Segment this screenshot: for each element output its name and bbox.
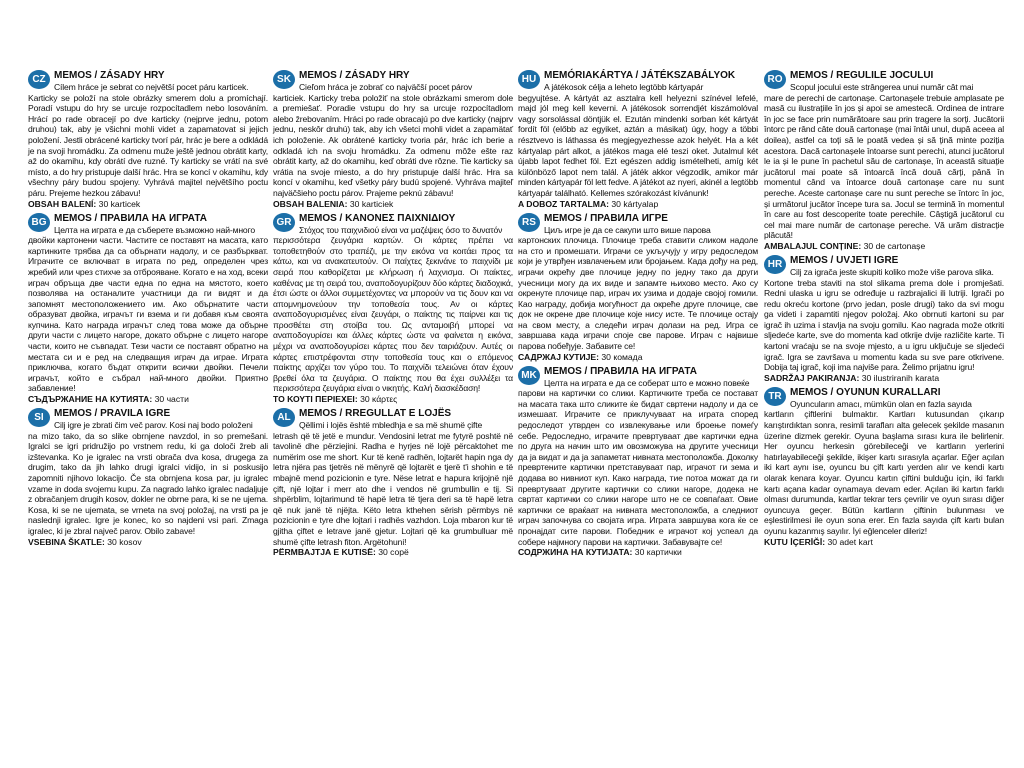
language-badge: CZ bbox=[28, 70, 50, 89]
section-text: karticiek. Karticky treba položiť na stole obrázkami smerom dole a premiešať. Poradie vstupu do hry sa urcuje rozpocítadlom alebo žrebovaním. Hráci po rade obracajú po dve karticky (najprv jednu, neskôr druhú) tak, aby ich všetci mohli videt a zapamätať ich položenie. Ak obrátené karticky tvoria pár, hrác ich berie a odkladá ich na svoju hromádku. Za odmenu môže ešte raz obrátit karty, až do okamihu, keď obráti dve rôzne. Tie karticky sa vrátia na svoje miesto, a do hry pristupuje další hrác. Hra sa koncí v okamihu, keď všetky páry budú spojené. Vyhráva majiteľ najväčšieho poctu párov. Prajeme peknú zábavu! bbox=[273, 92, 513, 198]
rules-section-tr bbox=[764, 387, 1004, 548]
section-title: MEMOS / OYUNUN KURALLARI bbox=[790, 386, 941, 398]
section-title: MEMOS / ΚΑΝΟΝΕΣ ΠΑΙΧΝΙΔΙΟΥ bbox=[299, 212, 456, 224]
section-intro: Целта на играта е да съберете възможно най-много bbox=[54, 224, 255, 235]
rules-section-si bbox=[28, 408, 268, 548]
section-title: MEMOS / ZÁSADY HRY bbox=[299, 70, 410, 81]
box-contents-label: KUTU İÇERİĞİ: bbox=[764, 536, 826, 547]
rules-section-al bbox=[273, 408, 513, 558]
section-text: Karticky se položí na stole obrázky smerem dolu a promíchají. Poradí vstupu do hry se urcuje rozpocítadlem nebo losováním. Hrácí po rade obracejí po dve karticky (nejprve jednu, potom druhou) tak, aby je všichni mohli videt a zapamatovat si jejich položení. Jestli obrácené karticky tvorí pár, hrác je bere a odkládá je na svoji hromádku. Za odmenu muže ještě jednou obrátit karty, až do okamihu, kdy obrátí dve ruzné. Ty karticky se vrátí na své místo, a do hry pristupuje další hrác. Hra se koncí v okamihu, kdy všechny páry budou spojeny. Vyhrává majitel největšího poctu páru. Prejeme hezkou zábavu! bbox=[28, 92, 268, 198]
box-contents bbox=[273, 394, 513, 405]
language-badge: SI bbox=[28, 408, 50, 427]
section-intro: Cilj za igrača jeste skupiti koliko može više parova slika. bbox=[790, 266, 994, 277]
section-text: Kortone treba staviti na stol slikama prema dole i promješati. Redni ulaska u igru se određuje u razbrajalici ili lutriji. Igrači po redu okreću kortone (prvo jedan, posle drugi) tako da svi mogu ga videti i zapamtiti njegov položaj. Ako obrnuti kartoni su par igrač ih uzima i stavlja na svoju gomilu. Kao nagrada može otkriti sljedeće karte, sve do momenta kad otkrije dvije različite karte. Ti kartoni vraćaju se na svoje mjesto, a u igru uključuje se sljedeći igrač. Igra se završava u momentu kada su sve pare otkrivene. Dobija taj igrač, koji ima najviše para. Želimo prijatnu igru! bbox=[764, 277, 1004, 373]
box-contents-value: 30 copë bbox=[375, 547, 409, 558]
box-contents-label: AMBALAJUL CONȚINE: bbox=[764, 240, 862, 251]
column-4 bbox=[764, 70, 1004, 551]
rules-section-sk bbox=[273, 70, 513, 210]
box-contents bbox=[518, 352, 758, 363]
box-contents-label: OBSAH BALENÍ: bbox=[28, 198, 97, 209]
rules-section-hu bbox=[518, 70, 758, 210]
language-badge: AL bbox=[273, 408, 295, 427]
language-badge: TR bbox=[764, 387, 786, 406]
box-contents-value: 30 картички bbox=[632, 547, 682, 558]
section-text: mare de perechi de cartonașe. Cartonașele trebuie amplasate pe masă cu ilustrațiile în jos și apoi se amestecă. Ordinea de intrare în joc se face prin numărătoare sau prin tragere la sorți. Jucătorii întorc pe rând câte două cartonașe (mai întâi unul, după aceea al doilea), astfel ca toți să le poată vedea și să țină minte poziția acestora. Dacă cartonașele întoarse sunt perechi, atunci jucătorul le ia și le pune în pachetul său de cartonașe, în această situație jucătorul mai poate să întoarcă încă două cărți, până în momentul când va întoarce două cartonașe care nu sunt pereche. Aceste cartonașe care nu sunt pereche se întorc în joc, și următorul jucător începe tura sa. Jocul se termină în momentul în care au fost descoperite toate perechile. Câștigă jucătorul cu cel mai mare număr de cartonașe pereche. Vă urăm distracție plăcută! bbox=[764, 92, 1004, 241]
section-intro: Cilj igre je zbrati čim več parov. Kosi naj bodo položeni bbox=[54, 420, 253, 431]
section-title: MEMOS / UVJETI IGRE bbox=[790, 254, 899, 266]
box-contents-label: A DOBOZ TARTALMA: bbox=[518, 198, 610, 209]
box-contents bbox=[764, 373, 1004, 384]
section-title: MEMOS / ZÁSADY HRY bbox=[54, 70, 165, 81]
box-contents-label: СЪДЪРЖАНИЕ НА КУТИЯТА: bbox=[28, 394, 153, 405]
box-contents bbox=[764, 241, 1004, 252]
section-title: MEMOS / ПРАВИЛА ИГРЕ bbox=[544, 212, 668, 224]
box-contents bbox=[28, 537, 268, 548]
section-intro: Qëllimi i lojës është mbledhja e sa më shumë çifte bbox=[299, 420, 483, 431]
rules-section-mk bbox=[518, 366, 758, 559]
section-intro: Циљ игре је да се сакупи што више парова bbox=[544, 224, 711, 235]
box-contents-value: 30 karticek bbox=[96, 198, 141, 209]
box-contents bbox=[518, 547, 758, 558]
section-text: картонских плочица. Плочице треба ставити сликом надоле на сто и промешати. Играчи се укључују у игру редоследом који је утврђен извлачењем или бројањем. Када дођу на ред, играчи окрећу две плочице једну по једну тако да други учесници могу да их виде и запамте њихово место. Ако су окренуте плочице пар, играч их узима и додаје својој гомили. Као награду, добија могућност да окреће друге плочице, све док не окрене две плочице које нису исте. Те плочице остају на свом месту, а следећи играч долази на ред. Игра се завршава када играчи споје све парове. Играч с највише парова побеђује. Забавите се! bbox=[518, 235, 758, 352]
box-contents bbox=[518, 199, 758, 210]
section-intro: Cílem hráce je sebrat co největší pocet páru karticek. bbox=[54, 82, 249, 92]
section-text: letrash që të jetë e mundur. Vendosini letrat me fytyrë poshtë në tavolinë dhe përziejini. Radha e hyrjes në lojë përcaktohet me numërim ose me short. Kur të kenë radhën, lojtarët hapin nga dy letra njëra pas tjetrës në mënyrë që lojtarët e tjerë t'i shohin e të mbajnë mend pozicionin e tyre. Nëse letrat e hapura krijojnë një çift, një lojtar i merr ato dhe i vendos në grumbullin e tij. Si shpërblim, lojtarimund të hapë letra të tjera deri sa të hapë letra që nuk janë të njëjta. Këto letra kthehen sërish përmbys në pozicionin e tyre dhe lojtari i radhës vazhdon. Loja mbaron kur të gjitha çiftet e letrave janë gjetur. Lojtari që ka grumbulluar më shumë çifte letrash fiton. Argëtohuni! bbox=[273, 430, 513, 547]
column-2 bbox=[273, 70, 513, 561]
language-badge: GR bbox=[273, 213, 295, 232]
box-contents-label: ΤΟ ΚΟΥΤΙ ΠΕΡΙΕΧΕΙ: bbox=[273, 394, 358, 405]
language-badge: MK bbox=[518, 366, 540, 385]
section-title: MEMOS / ПРАВИЛА НА ИГРАТА bbox=[54, 212, 208, 224]
box-contents-value: 30 κάρτες bbox=[357, 394, 398, 405]
language-badge: RS bbox=[518, 213, 540, 232]
box-contents-label: СОДРЖИНА НА КУТИЈАТА: bbox=[518, 547, 633, 558]
section-intro: Scopul jocului este strângerea unui număr cât mai bbox=[790, 82, 974, 92]
box-contents-value: 30 kosov bbox=[104, 536, 142, 547]
rules-section-ro bbox=[764, 70, 1004, 252]
box-contents-value: 30 ilustriranih karata bbox=[859, 372, 940, 383]
box-contents-label: VSEBINA ŠKATLE: bbox=[28, 536, 105, 547]
language-badge: BG bbox=[28, 213, 50, 232]
rules-section-gr bbox=[273, 213, 513, 406]
box-contents-value: 30 части bbox=[152, 394, 189, 405]
section-intro: Целта на играта е да се соберат што е можно повеќе bbox=[544, 377, 750, 388]
column-1 bbox=[28, 70, 268, 551]
language-badge: SK bbox=[273, 70, 295, 89]
box-contents bbox=[764, 537, 1004, 548]
box-contents bbox=[273, 199, 513, 210]
section-intro: Cieľom hráca je zobrať co najväčší pocet párov bbox=[299, 82, 473, 92]
box-contents bbox=[28, 199, 268, 210]
section-text: begyujtése. A kártyát az asztalra kell helyezni színével lefelé, majd jól meg kell keverni. A játékosok sorrendjét kiszámolóval vagy sorsolással döntjük el. Ezután mindenki sorban két kártyát fordít föl (előbb az egyiket, aztán a másikat) úgy, hogy a többi résztvevo is láthassa és megjegyezhesse azok helyét. Ha a két kártyalap párt alkot, a játékos maga elé teszi oket. Jutalmul két újabb lapot fedhet föl. Ezt egészen addig ismételheti, amíg két különböző lapot nem talál. A játék akkor végzodik, amikor már minden kártyapár föl lett fedve. A játékot az nyeri, akinél a legtöbb kártyapár található. Kellemes szórakozást kívánunk! bbox=[518, 92, 758, 198]
box-contents-label: САДРЖАЈ КУТИЈЕ: bbox=[518, 351, 600, 362]
column-3 bbox=[518, 70, 758, 561]
box-contents bbox=[28, 394, 268, 405]
box-contents-value: 30 de cartonașe bbox=[861, 240, 926, 251]
section-title: MEMOS / REGULILE JOCULUI bbox=[790, 70, 934, 81]
box-contents-value: 30 комада bbox=[599, 351, 643, 362]
box-contents-label: PËRMBAJTJA E KUTISË: bbox=[273, 547, 376, 558]
box-contents-label: OBSAH BALENIA: bbox=[273, 198, 348, 209]
box-contents-value: 30 adet kart bbox=[825, 536, 873, 547]
rules-section-rs bbox=[518, 213, 758, 363]
section-intro: A játékosok célja a leheto legtöbb kártyapár bbox=[544, 82, 704, 92]
section-text: na mizo tako, da so slike obrnjene navzdol, in so premešani. Igralci se igri pridružijo po vrstnem redu, ki ga določi žreb ali izštevanka. Ko je igralec na vrsti obrača dva kosa, drugega za drugim, tako da jih lahko drugi igralci vidijo, in si poskusijo zapomniti njihovo lokacijo. Če sta obrnjena kosa par, ju igralec vzame in doda svojemu kupu. Za nagrado lahko igralec nadaljuje z obračanjem drugih kosov, dokler ne obrne para, ki se ne ujema. Kosa, ki se ne ujemata, se vrneta na svoj položaj, na vrsti pa je naslednji igralec. Igre je konec, ko so najdeni vsi pari. Zmaga igralec, ki je zbral največ parov. Obilo zabave! bbox=[28, 430, 268, 536]
section-text: kartların çiftlerini bulmaktır. Kartları kutusundan çıkarıp karıştırdıktan sonra, resimli tarafları alta gelecek şekilde masanın üzerine dizmek gerekir. Oyuna başlama sırası kura ile belirlenir. Her oyuncu herkesin görebileceği ve kartların yerlerini hatırlayabileceği şekilde, ikişer kartı sırasıyla açarlar. Eğer açılan iki kart aynı ise, oyuncu bu çift kartı yerden alır ve kendi kartı olarak kenara koyar. Oyuncu kartın çiftini bulduğu için, iki farklı kartı açana kadar oynamaya devam eder. Açılan iki kartın farklı olması durumunda, kartlar tekrar ters çevrilir ve oyun sırası diğer oyuncuya geçer. Bütün kartların çiftinin bulunması ve eşlestirilmesi ile oyun sona erer. En fazla sayıda çift kartı bulan oyunu kazanmış sayılır. İyi eğlenceler dileriz! bbox=[764, 409, 1004, 536]
box-contents-value: 30 karticiek bbox=[347, 198, 394, 209]
box-contents-value: 30 kártyalap bbox=[609, 198, 659, 209]
rules-section-bg bbox=[28, 213, 268, 406]
section-text: двойки картонени части. Частите се поставят на масата, като картинките трябва да са обърнати надолу, и се разбъркват. Играчите се включват в играта по ред, определен чрез жребий или чрез стихче за отброяване. Когато е на ход, всеки играч обръща две части една по една на мястото, което позволява на останалите участници да ги видят и да запомнят местоположението им. Ако обърнатите части образуват двойка, играчът ги взема и ги добавя към своята купчина. Като награда играчът след това може да обърне други части с лицето нагоре, докато обърне с лицето нагоре части, които не съвпадат. Тези части се поставят обратно на местата си и е ред на следващия играч да играе. Играта приключва, когато бъдат открити всички двойки. Печели играчът, който е събрал най-много двойки. Приятно забавление! bbox=[28, 235, 268, 394]
section-text: περισσότερα ζευγάρια καρτών. Οι κάρτες πρέπει να τοποθετηθούν στο τραπέζι, με την εικόνα να κοιτάει προς τα κάτω, και να ανακατευτούν. Οι παίχτες ξεκινάνε το παιχνίδι με σειρά που καθορίζεται με κλήρωση ή λαχνισμα. Οι παίκτες, καθένας με τη σειρά του, αναποδογυρίζουν δύο κάρτες διαδοχικά, έτσι ώστε οι άλλοι συμμετέχοντες να μπορούν να τις δουν και να απομνημονεύουν την τοποθεσία τους. Αν οι κάρτες αναποδογυρισμένες είναι ζευγάρι, ο παίκτης τις παίρνει και τις προσθέτει στη στοίβα του. Ως ανταμοιβή μπορεί να αναποδογυρίσει και άλλες κάρτες ώστε να φαίνεται η εικόνα, μέχρι να αναποδογυρίσει κάρτες που δεν ταιριάζουν. Αυτές οι κάρτες επιστρέφονται στην τοποθεσία τους και ο επόμενος παίκτης αρχίζει τον γύρο του. Το παιχνίδι τελειώνει όταν έχουν βρεθεί όλα τα ζευγάρια. Ο παίκτης που θα έχει συλλέξει τα περισσότερα ζευγάρια είναι ο νικητής. Καλή διασκέδαση! bbox=[273, 235, 513, 394]
section-title: MEMOS / PRAVILA IGRE bbox=[54, 408, 171, 420]
section-title: MEMÓRIAKÁRTYA / JÁTÉKSZABÁLYOK bbox=[544, 70, 736, 81]
language-badge: HR bbox=[764, 255, 786, 274]
rules-section-hr bbox=[764, 255, 1004, 384]
section-intro: Στόχος του παιχνιδιού είναι να μαζέψεις όσο το δυνατόν bbox=[299, 224, 503, 235]
language-badge: RO bbox=[764, 70, 786, 89]
section-title: MEMOS / ПРАВИЛА НА ИГРАТА bbox=[544, 365, 698, 377]
section-intro: Oyuncuların amacı, mümkün olan en fazla sayıda bbox=[790, 398, 972, 409]
section-title: MEMOS / RREGULLAT E LOJËS bbox=[299, 408, 452, 420]
rules-section-cz bbox=[28, 70, 268, 210]
language-badge: HU bbox=[518, 70, 540, 89]
box-contents-label: SADRŽAJ PAKIRANJA: bbox=[764, 372, 860, 383]
section-text: парови на картички со слики. Картичките треба се постават на масата така што сликите ќе бидат свртени надолу и да се измешаат. Играчите се приклучуваат на играта според редоследот утврден со извлекување или броење помеѓу себе. Редоследно, играчите превртуваат две картички една по друга на начин што им овозможува на другите учесници да ја видат и да ја запаметат нивната местоположба. Доколку превртените картички претставуваат пар, играчот ги зема и додава во нивниот куп. Како награда, тие потоа можат да ги превртуваат другите картички со слики нагоре, додека не свртат картички со слики нагоре што не се совпаѓаат. Овие картички се враќаат на нивната местоположба, а следниот играч започнува со својата игра. Играта завршува кога ќе се пронајдат сите парови. Победник е играчот кој успеал да собере најмногу парови на картички. Забавувајте се! bbox=[518, 388, 758, 547]
box-contents bbox=[273, 547, 513, 558]
